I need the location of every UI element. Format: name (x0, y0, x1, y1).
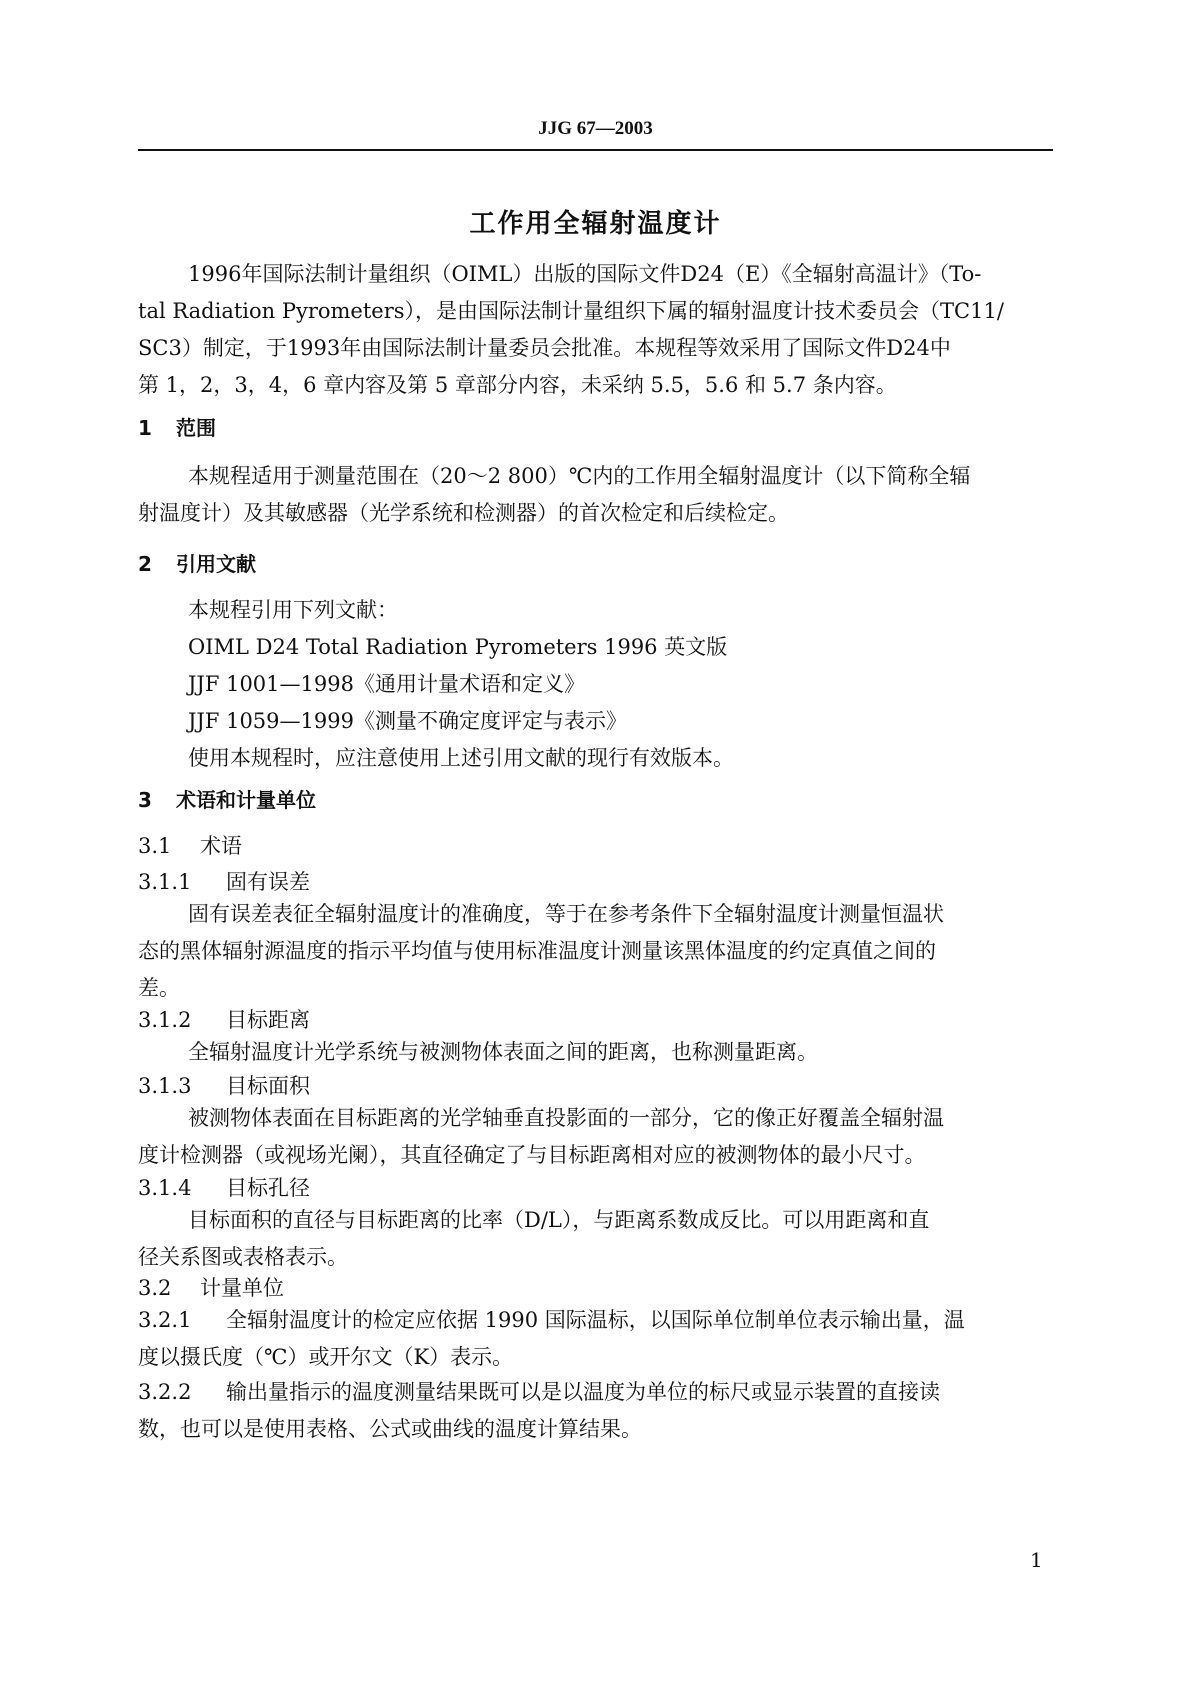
document-title: 工作用全辐射温度计 (469, 209, 722, 239)
body-line: 差。 (138, 976, 180, 1000)
section-number: 3 (138, 788, 152, 812)
subsection-3-2-2-body (138, 1374, 1053, 1448)
subsection-title: 目标距离 (226, 1008, 310, 1032)
subsection-3-1-2-body (138, 1034, 1053, 1071)
subsection-3-1-1-body (138, 896, 1053, 1007)
body-line: 固有误差表征全辐射温度计的准确度，等于在参考条件下全辐射温度计测量恒温状 (188, 902, 944, 926)
section-3-heading (138, 784, 316, 813)
body-line: 本规程适用于测量范围在（20～2 800）℃内的工作用全辐射温度计（以下简称全辐 (188, 464, 971, 488)
section-title: 术语和计量单位 (176, 788, 316, 812)
section-1-heading (138, 412, 216, 441)
subsection-number: 3.1 (138, 834, 172, 858)
body-line: 输出量指示的温度测量结果既可以是以温度为单位的标尺或显示装置的直接读 (226, 1380, 940, 1404)
standard-code-header: JJG 67—2003 (538, 118, 653, 139)
reference-note: 使用本规程时，应注意使用上述引用文献的现行有效版本。 (188, 746, 734, 770)
subsection-title: 固有误差 (226, 870, 310, 894)
subsection-3-1-4-body (138, 1202, 1053, 1276)
body-line: 射温度计）及其敏感器（光学系统和检测器）的首次检定和后续检定。 (138, 501, 789, 525)
intro-paragraph (138, 256, 1053, 404)
subsection-title: 目标面积 (226, 1074, 310, 1098)
page-number: 1 (1030, 1548, 1043, 1572)
section-1-body (138, 458, 1053, 532)
section-2-body (138, 592, 1053, 777)
reference-item: JJF 1001—1998《通用计量术语和定义》 (188, 672, 585, 696)
intro-line: 1996年国际法制计量组织（OIML）出版的国际文件D24（E）《全辐射高温计》（To- (188, 262, 982, 286)
section-number: 1 (138, 416, 152, 440)
subsection-number: 3.1.4 (138, 1176, 192, 1200)
reference-item: OIML D24 Total Radiation Pyrometers 1996 英文版 (188, 635, 728, 659)
body-line: 全辐射温度计光学系统与被测物体表面之间的距离，也称测量距离。 (188, 1040, 818, 1064)
subsection-title: 计量单位 (200, 1276, 284, 1300)
subsection-3-1-3-heading (138, 1070, 310, 1100)
body-line: 数，也可以是使用表格、公式或曲线的温度计算结果。 (138, 1417, 642, 1441)
subsection-3-1-2-heading (138, 1004, 310, 1034)
intro-line: SC3）制定，于1993年由国际法制计量委员会批准。本规程等效采用了国际文件D24中 (138, 336, 951, 360)
body-line: 度计检测器（或视场光阑），其直径确定了与目标距离相对应的被测物体的最小尺寸。 (138, 1143, 926, 1167)
body-line: 度以摄氏度（℃）或开尔文（K）表示。 (138, 1345, 514, 1369)
intro-line: 第 1，2，3，4，6 章内容及第 5 章部分内容，未采纳 5.5，5.6 和 5.7 条内容。 (138, 373, 897, 397)
body-line: 目标面积的直径与目标距离的比率（D/L），与距离系数成反比。可以用距离和直 (188, 1208, 930, 1232)
section-number: 2 (138, 552, 152, 576)
subsection-number: 3.2.1 (138, 1308, 192, 1332)
intro-line: tal Radiation Pyrometers），是由国际法制计量组织下属的辐射温度计技术委员会（TC11/ (138, 299, 1004, 323)
subsection-3-2-1-body (138, 1302, 1053, 1376)
section-2-heading (138, 548, 256, 577)
reference-item: JJF 1059—1999《测量不确定度评定与表示》 (188, 709, 627, 733)
subsection-3-1-heading (138, 830, 242, 860)
subsection-3-1-4-heading (138, 1172, 310, 1202)
reference-intro: 本规程引用下列文献： (188, 598, 398, 622)
body-line: 被测物体表面在目标距离的光学轴垂直投影面的一部分，它的像正好覆盖全辐射温 (188, 1106, 944, 1130)
section-title: 范围 (176, 416, 216, 440)
subsection-number: 3.1.1 (138, 870, 192, 894)
subsection-3-1-1-heading (138, 866, 310, 896)
subsection-3-1-3-body (138, 1100, 1053, 1174)
subsection-number: 3.1.2 (138, 1008, 192, 1032)
body-line: 全辐射温度计的检定应依据 1990 国际温标，以国际单位制单位表示输出量，温 (226, 1308, 965, 1332)
subsection-title: 目标孔径 (226, 1176, 310, 1200)
header-rule (138, 149, 1053, 151)
body-line: 径关系图或表格表示。 (138, 1245, 348, 1269)
subsection-number: 3.2 (138, 1276, 172, 1300)
subsection-title: 术语 (200, 834, 242, 858)
body-line: 态的黑体辐射源温度的指示平均值与使用标准温度计测量该黑体温度的约定真值之间的 (138, 939, 936, 963)
subsection-number: 3.1.3 (138, 1074, 192, 1098)
subsection-3-2-heading (138, 1272, 284, 1302)
subsection-number: 3.2.2 (138, 1380, 192, 1404)
section-title: 引用文献 (176, 552, 256, 576)
